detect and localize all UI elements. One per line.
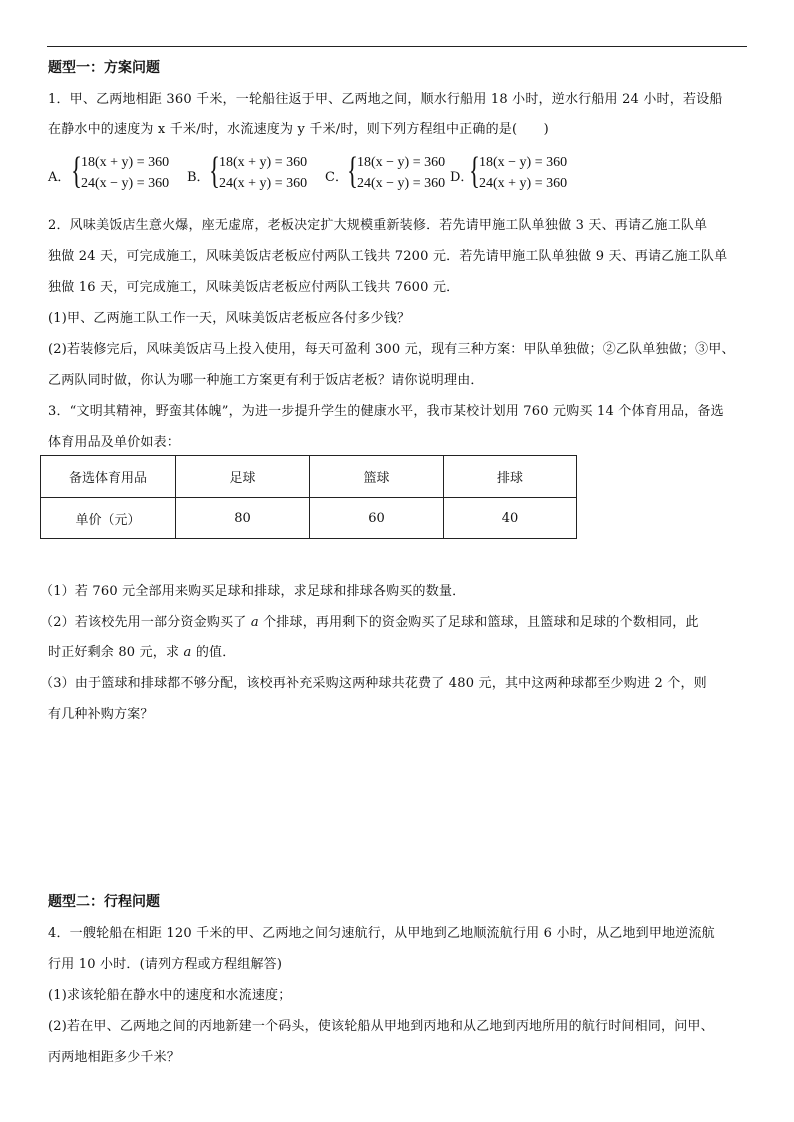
table-header-cell: 备选体育用品: [41, 456, 176, 498]
table-header-cell: 排球: [444, 456, 577, 498]
q1-line-1: 1．甲、乙两地相距 360 千米，一轮船往返于甲、乙两地之间，顺水行船用 18 小时，逆水行船用 24 小时，若设船: [48, 92, 723, 107]
brace-icon: {: [347, 150, 358, 192]
option-d-eq-1: 18(x − y) = 360: [479, 155, 568, 170]
table-cell: 单价（元）: [41, 498, 176, 539]
brace-icon: {: [71, 150, 82, 192]
q2-line-2: 独做 24 天，可完成施工，风味美饭店老板应付两队工钱共 7200 元．若先请甲施工队单独做 9 天、再请乙施工队单: [48, 249, 728, 264]
q3-line-1: 3．“文明其精神，野蛮其体魄”，为进一步提升学生的健康水平，我市某校计划用 760 元购买 14 个体育用品，备选: [48, 404, 724, 419]
q3-sub-1: （1）若 760 元全部用来购买足球和排球，求足球和排球各购买的数量．: [40, 584, 466, 599]
table-row: [41, 498, 577, 539]
option-label-b: B．: [187, 170, 210, 185]
table-header-cell: 足球: [176, 456, 310, 498]
table-cell: 40: [444, 498, 577, 539]
q2-line-3: 独做 16 天，可完成施工，风味美饭店老板应付两队工钱共 7600 元．: [48, 280, 460, 295]
q3-sub-2-text-a: （2）若该校先用一部分资金购买了: [40, 615, 251, 630]
option-d-eq-2: 24(x + y) = 360: [479, 176, 568, 191]
option-c-eq-2: 24(x − y) = 360: [357, 176, 446, 191]
table-cell: 80: [176, 498, 310, 539]
q3-sub-2-text-b: 个排球，再用剩下的资金购买了足球和篮球，且篮球和足球的个数相同，此: [258, 615, 699, 630]
q2-sub-2-line-1: (2)若装修完后，风味美饭店马上投入使用，每天可盈利 300 元，现有三种方案：甲队单独做；②乙队单独做；③甲、: [48, 342, 735, 357]
q2-sub-1: (1)甲、乙两施工队工作一天，风味美饭店老板应各付多少钱？: [48, 311, 411, 326]
q3-sub-2-line-1: [40, 611, 699, 630]
option-b-eq-1: 18(x + y) = 360: [219, 155, 308, 170]
section-title-1: 题型一：方案问题: [48, 60, 160, 76]
table-cell: 60: [310, 498, 444, 539]
price-table: [40, 455, 577, 539]
brace-icon: {: [469, 150, 480, 192]
table-header-cell: 篮球: [310, 456, 444, 498]
header-rule: [47, 46, 747, 47]
q3-sub-2-text-c: 时正好剩余 80 元，求: [48, 645, 184, 660]
q3-sub-2-line-2: [48, 641, 235, 660]
q3-sub-3-line-1: （3）由于篮球和排球都不够分配，该校再补充采购这两种球共花费了 480 元，其中这两种球都至少购进 2 个，则: [40, 676, 707, 691]
option-a-eq-1: 18(x + y) = 360: [81, 155, 170, 170]
table-row: [41, 456, 577, 498]
q4-sub-2-line-2: 丙两地相距多少千米？: [48, 1050, 181, 1065]
q2-sub-2-line-2: 乙两队同时做，你认为哪一种施工方案更有利于饭店老板？请你说明理由．: [48, 373, 484, 388]
q3-line-2: 体育用品及单价如表：: [48, 435, 181, 450]
variable-a: a: [250, 615, 259, 630]
option-c-eq-1: 18(x − y) = 360: [357, 155, 446, 170]
option-label-a: A．: [48, 170, 71, 185]
option-label-c: C．: [325, 170, 348, 185]
option-b-eq-2: 24(x + y) = 360: [219, 176, 308, 191]
q3-sub-2-text-d: 的值．: [191, 645, 236, 660]
q4-sub-1: (1)求该轮船在静水中的速度和水流速度；: [48, 988, 292, 1003]
variable-a: a: [183, 645, 192, 660]
q4-sub-2-line-1: (2)若在甲、乙两地之间的丙地新建一个码头，使该轮船从甲地到丙地和从乙地到丙地所用的航行时间相同，问甲、: [48, 1019, 714, 1034]
section-title-2: 题型二：行程问题: [48, 894, 160, 910]
q4-line-2: 行用 10 小时．(请列方程或方程组解答): [48, 957, 283, 972]
q4-line-1: 4．一艘轮船在相距 120 千米的甲、乙两地之间匀速航行，从甲地到乙地顺流航行用 6 小时，从乙地到甲地逆流航: [48, 926, 715, 941]
brace-icon: {: [209, 150, 220, 192]
q1-line-2: 在静水中的速度为 x 千米/时，水流速度为 y 千米/时，则下列方程组中正确的是( ): [48, 122, 549, 137]
q2-line-1: 2．风味美饭店生意火爆，座无虚席，老板决定扩大规模重新装修．若先请甲施工队单独做 3 天、再请乙施工队单: [48, 218, 708, 233]
q3-sub-3-line-2: 有几种补购方案？: [48, 707, 154, 722]
option-a-eq-2: 24(x − y) = 360: [81, 176, 170, 191]
option-label-d: D．: [450, 170, 474, 185]
